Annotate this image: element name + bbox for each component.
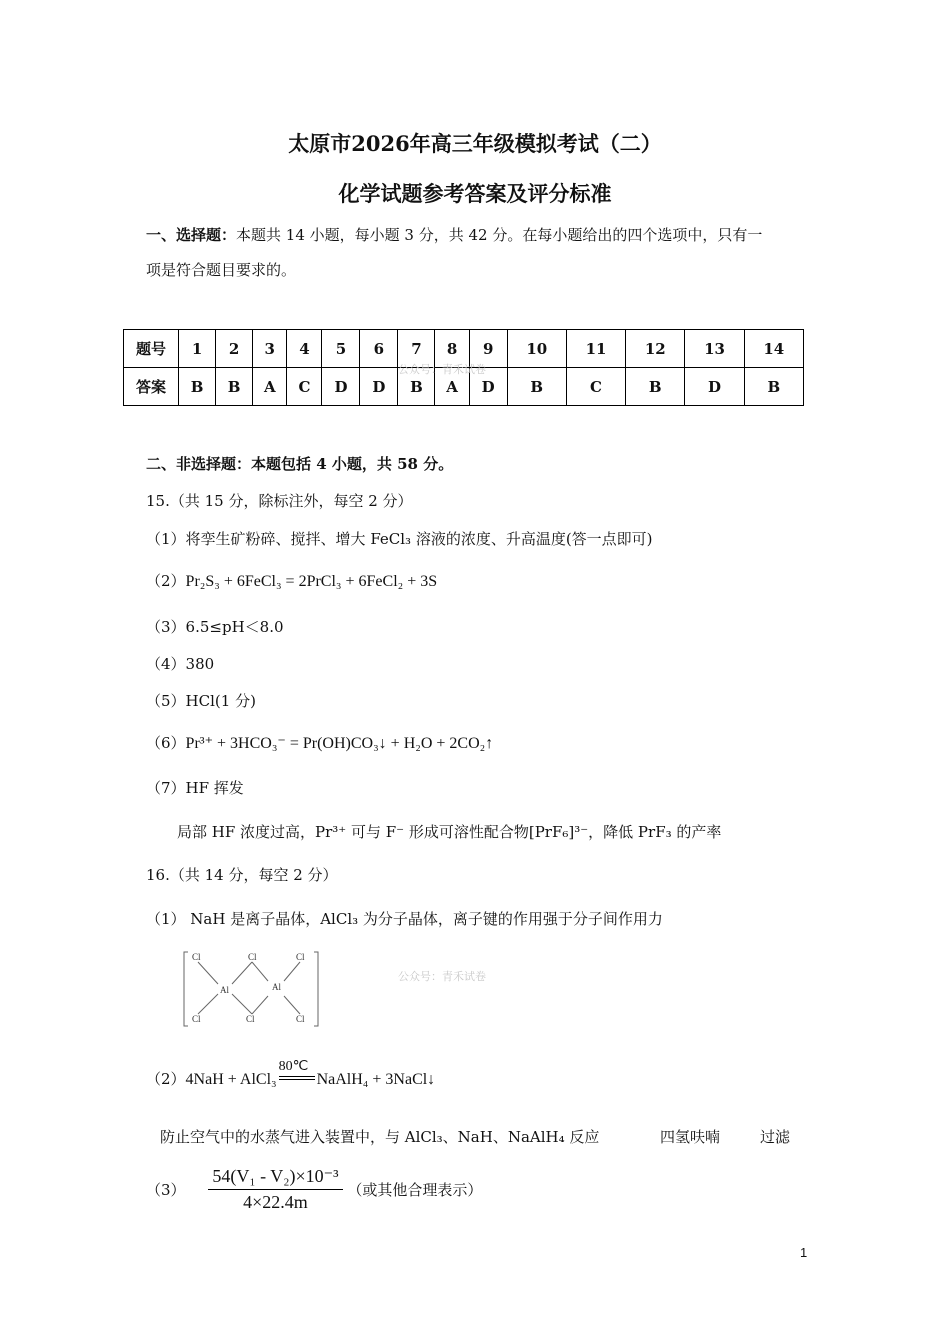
table-cell: 1 — [179, 330, 216, 368]
section1-text-line1: 本题共 14 小题，每小题 3 分，共 42 分。在每小题给出的四个选项中，只有一 — [236, 226, 763, 244]
table-cell: D — [322, 368, 360, 406]
table-cell: 6 — [360, 330, 398, 368]
q16-answer-2d: 过滤 — [760, 1128, 791, 1146]
table-cell: B — [507, 368, 566, 406]
q15-answer-2 — [146, 570, 437, 591]
q15-answer-1: （1）将孪生矿粉碎、搅拌、增大 FeCl₃ 溶液的浓度、升高温度(答一点即可) — [146, 530, 653, 548]
al2cl6-structure — [180, 948, 322, 1030]
table-cell: 7 — [398, 330, 435, 368]
page-title: 太原市2026年高三年级模拟考试（二） — [288, 131, 662, 156]
q15-answer-7b: 局部 HF 浓度过高，Pr³⁺ 可与 F⁻ 形成可溶性配合物[PrF₆]³⁻，降低 PrF₃ 的产率 — [177, 823, 722, 841]
table-cell: A — [253, 368, 287, 406]
table-cell: C — [566, 368, 625, 406]
equals-sign — [279, 1076, 315, 1080]
table-cell: B — [744, 368, 803, 406]
atom-label: Cl — [246, 1014, 255, 1024]
row-label-answer: 答案 — [124, 368, 179, 406]
table-cell: 4 — [287, 330, 322, 368]
atom-label: Al — [220, 985, 229, 995]
table-cell: 12 — [626, 330, 685, 368]
table-cell: A — [435, 368, 469, 406]
section2-heading: 二、非选择题：本题包括 4 小题，共 58 分。 — [146, 455, 454, 473]
reaction-arrow — [278, 1059, 315, 1084]
q15-equation-6: Pr³⁺ + 3HCO₃⁻ = Pr(OH)CO₃↓ + H₂O + 2CO₂↑ — [185, 735, 494, 752]
q15-title: 15.（共 15 分，除标注外，每空 2 分） — [146, 492, 413, 510]
fraction-numerator: 54(V₁ - V₂)×10⁻³ — [208, 1166, 342, 1190]
table-cell: 5 — [322, 330, 360, 368]
atom-label: Al — [272, 982, 281, 992]
q15-answer-2-label: （2） — [146, 572, 186, 590]
table-cell: B — [179, 368, 216, 406]
section1-heading: 一、选择题： — [146, 226, 237, 244]
table-cell: 9 — [469, 330, 507, 368]
section1-text-line2: 项是符合题目要求的。 — [146, 261, 297, 279]
q15-answer-6 — [146, 732, 493, 753]
atom-label: Cl — [296, 952, 305, 962]
section1-intro — [146, 224, 762, 245]
table-cell: 11 — [566, 330, 625, 368]
q16-answer-3-label: （3） — [146, 1181, 186, 1199]
table-cell: B — [398, 368, 435, 406]
table-cell: B — [626, 368, 685, 406]
fraction-denominator: 4×22.4m — [243, 1192, 308, 1212]
q15-answer-3: （3）6.5≤pH＜8.0 — [146, 618, 284, 636]
table-cell: 2 — [216, 330, 253, 368]
table-cell: C — [287, 368, 322, 406]
table-cell: 10 — [507, 330, 566, 368]
row-label-number: 题号 — [124, 330, 179, 368]
q16-answer-2 — [146, 1059, 436, 1089]
table-cell: 14 — [744, 330, 803, 368]
atom-label: Cl — [296, 1014, 305, 1024]
table-cell: 3 — [253, 330, 287, 368]
atom-label: Cl — [192, 1014, 201, 1024]
q16-answer-2-label: （2） — [146, 1070, 186, 1088]
q15-answer-7: （7）HF 挥发 — [146, 779, 244, 797]
table-cell: D — [360, 368, 398, 406]
q15-equation-2: Pr₂S₃ + 6FeCl₃ = 2PrCl₃ + 6FeCl₂ + 3S — [185, 573, 438, 590]
table-cell: D — [685, 368, 744, 406]
table-cell: D — [469, 368, 507, 406]
atom-label: Cl — [192, 952, 201, 962]
watermark: 公众号：青禾试卷 — [398, 363, 486, 376]
q16-answer-3 — [146, 1166, 482, 1213]
q16-answer-1: （1） NaH 是离子晶体，AlCl₃ 为分子晶体，离子键的作用强于分子间作用力 — [146, 910, 663, 928]
q16-equation-2-right: NaAlH₄ + 3NaCl↓ — [316, 1071, 436, 1088]
q15-answer-4: （4）380 — [146, 655, 215, 673]
watermark: 公众号：青禾试卷 — [398, 970, 486, 983]
atom-label: Cl — [248, 952, 257, 962]
q15-answer-5: （5）HCl(1 分) — [146, 692, 256, 710]
table-cell: 13 — [685, 330, 744, 368]
q16-answer-3-note: （或其他合理表示） — [347, 1181, 483, 1199]
q16-answer-2c: 四氢呋喃 — [660, 1128, 721, 1146]
fraction — [208, 1166, 342, 1213]
q16-equation-2-left: 4NaH + AlCl₃ — [185, 1071, 277, 1088]
reaction-condition: 80℃ — [278, 1059, 309, 1074]
q16-answer-2b: 防止空气中的水蒸气进入装置中，与 AlCl₃、NaH、NaAlH₄ 反应 — [160, 1128, 600, 1146]
q15-answer-6-label: （6） — [146, 734, 186, 752]
table-cell: 8 — [435, 330, 469, 368]
q16-title: 16.（共 14 分，每空 2 分） — [146, 866, 338, 884]
page-subtitle: 化学试题参考答案及评分标准 — [338, 181, 612, 206]
page-number: 1 — [800, 1245, 808, 1260]
table-cell: B — [216, 368, 253, 406]
